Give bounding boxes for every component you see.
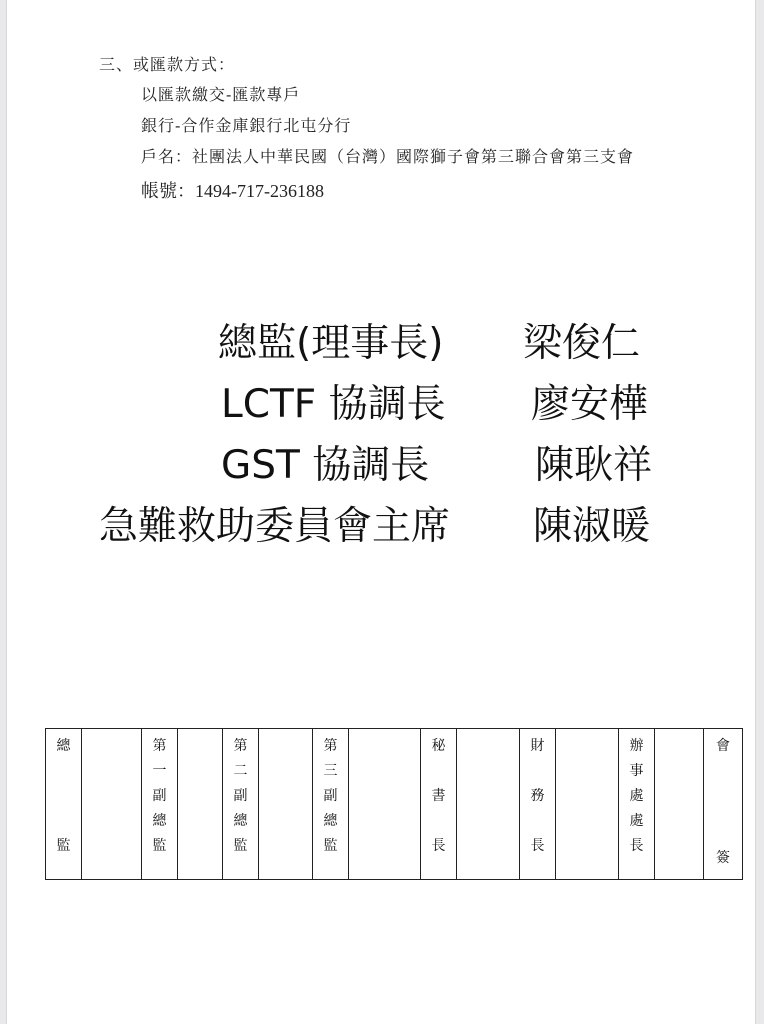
officer-name: 陳耿祥	[535, 443, 653, 488]
remittance-bank: 銀行-合作金庫銀行北屯分行	[141, 116, 352, 135]
label-char: 監	[152, 838, 167, 854]
label-char: 長	[431, 838, 446, 854]
label-char: 總	[56, 738, 71, 754]
officer-name: 陳淑暖	[533, 504, 651, 549]
label-char: 長	[629, 838, 644, 854]
officer-name: 梁俊仁	[523, 321, 641, 366]
officer-role: LCTF 協調長	[221, 382, 446, 427]
remittance-heading: 三、或匯款方式：	[99, 55, 236, 74]
label-char: 副	[323, 788, 338, 804]
officer-name: 廖安樺	[531, 382, 649, 427]
signature-box-office-head[interactable]	[655, 729, 704, 880]
label-char: 處	[629, 813, 644, 829]
signature-box-second-vice-governor[interactable]	[259, 729, 313, 880]
signature-box-first-vice-governor[interactable]	[178, 729, 223, 880]
remittance-method: 以匯款繳交-匯款專戶	[141, 85, 301, 104]
label-char: 三	[323, 763, 338, 779]
label-char: 長	[530, 838, 545, 854]
signature-box-secretary[interactable]	[457, 729, 520, 880]
label-office-head	[619, 729, 655, 880]
label-char: 第	[323, 738, 338, 754]
remittance-account-name: 戶名：社團法人中華民國（台灣）國際獅子會第三聯合會第三支會	[141, 147, 635, 166]
officer-role: 急難救助委員會主席	[99, 504, 451, 549]
label-second-vice-governor	[223, 729, 259, 880]
label-district-governor	[46, 729, 82, 880]
label-char: 會	[716, 738, 730, 754]
signature-box-third-vice-governor[interactable]	[349, 729, 421, 880]
label-char: 副	[233, 788, 248, 804]
label-countersign[interactable]	[704, 729, 743, 880]
label-treasurer	[520, 729, 556, 880]
label-first-vice-governor	[142, 729, 178, 880]
officer-role: GST 協調長	[221, 443, 430, 488]
signature-box-district-governor[interactable]	[82, 729, 142, 880]
label-char: 書	[431, 788, 446, 804]
label-char: 秘	[431, 738, 446, 754]
officer-role: 總監(理事長)	[218, 321, 444, 366]
signature-box-treasurer[interactable]	[556, 729, 619, 880]
label-char: 第	[152, 738, 167, 754]
label-char: 監	[56, 838, 71, 854]
label-char: 處	[629, 788, 644, 804]
label-char: 總	[152, 813, 167, 829]
label-char: 二	[233, 763, 248, 779]
label-char: 副	[152, 788, 167, 804]
label-char: 監	[323, 838, 338, 854]
label-third-vice-governor	[313, 729, 349, 880]
label-char: 一	[152, 763, 167, 779]
label-char: 務	[530, 788, 545, 804]
remittance-account-number: 帳號：1494-717-236188	[141, 181, 324, 201]
label-char: 總	[323, 813, 338, 829]
signature-table	[45, 728, 743, 880]
label-char: 簽	[716, 850, 730, 866]
label-char: 事	[629, 763, 644, 779]
label-secretary	[421, 729, 457, 880]
label-char: 監	[233, 838, 248, 854]
label-char: 總	[233, 813, 248, 829]
label-char: 第	[233, 738, 248, 754]
document-page	[6, 0, 756, 1024]
label-char: 財	[530, 738, 545, 754]
label-char: 辦	[629, 738, 644, 754]
